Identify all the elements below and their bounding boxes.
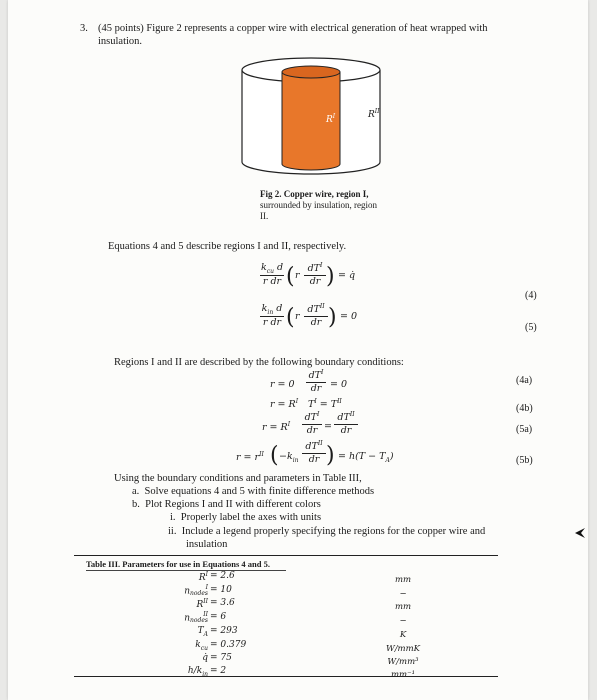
table-title: Table III. Parameters for use in Equations 4 and 5. bbox=[86, 559, 270, 569]
instruction-b: b. Plot Regions I and II with different colors bbox=[132, 499, 321, 510]
bc-5a-number: (5a) bbox=[516, 424, 533, 435]
param-name: $h/k_{in}$ bbox=[187, 666, 208, 678]
question-text-line2: insulation. bbox=[98, 36, 143, 47]
param-name: n I nodes bbox=[184, 584, 208, 597]
document-page bbox=[8, 0, 588, 700]
param-name: n II nodes bbox=[184, 611, 208, 624]
region1-label: $R^I$ bbox=[326, 113, 336, 125]
param-value: = 3.6 bbox=[210, 598, 235, 608]
table-row bbox=[108, 640, 508, 653]
bc-4b: $r = R^I$ $T^I = T^{II}$ bbox=[270, 398, 342, 411]
bc-4b-number: (4b) bbox=[516, 403, 533, 414]
param-value: = 2 bbox=[210, 666, 227, 676]
param-value: = 10 bbox=[210, 585, 232, 595]
table-row bbox=[108, 571, 508, 584]
param-value: = 75 bbox=[210, 653, 232, 663]
equation-5: $k_{in}$ d r dr ( r $dT^{II}$ dr ) = 0 bbox=[261, 303, 358, 330]
param-value: = 6 bbox=[210, 612, 227, 622]
copper-wire-top bbox=[282, 66, 340, 78]
param-unit: mm bbox=[394, 575, 412, 585]
table-row bbox=[108, 598, 508, 611]
param-unit: W/mm³ bbox=[387, 657, 419, 667]
equation-5-number: (5) bbox=[525, 322, 537, 333]
table-row bbox=[108, 612, 508, 625]
bc-5a: $r = R^I$ $dT^I$ dr = $dT^{II}$ dr bbox=[262, 411, 382, 439]
table-row bbox=[108, 653, 508, 666]
table-row bbox=[108, 585, 508, 598]
region2-label: $R^{II}$ bbox=[368, 108, 380, 120]
instruction-b-i: i. Properly label the axes with units bbox=[170, 512, 322, 523]
bc-5b-number: (5b) bbox=[516, 455, 533, 466]
equation-4: $k_{cu}$ d r dr ( r $dT^I$ dr ) = q̇ bbox=[260, 262, 356, 289]
question-number: 3. bbox=[80, 23, 88, 34]
param-name: $R^I$ bbox=[198, 571, 208, 583]
param-name: q̇ bbox=[202, 653, 208, 663]
equation-4-number: (4) bbox=[525, 290, 537, 301]
bc-intro: Regions I and II are described by the following boundary conditions: bbox=[114, 357, 404, 368]
equations-intro: Equations 4 and 5 describe regions I and II, respectively. bbox=[108, 241, 347, 252]
param-unit: − bbox=[399, 616, 407, 626]
param-name: $T_A$ bbox=[197, 626, 208, 638]
param-unit: mm⁻¹ bbox=[390, 670, 415, 680]
figure-caption: Fig 2. Copper wire, region I, surrounded by insulation, region II. bbox=[260, 189, 377, 221]
param-value: = 0.379 bbox=[210, 640, 247, 650]
param-unit: − bbox=[399, 589, 407, 599]
param-unit: K bbox=[399, 630, 407, 640]
bc-4a-number: (4a) bbox=[516, 375, 533, 386]
param-name: $k_{cu}$ bbox=[195, 640, 208, 652]
param-value: = 2.6 bbox=[210, 571, 235, 581]
table-bottom-rule bbox=[74, 676, 498, 677]
bc-4a: r = 0 $dT^I$ dr = 0 bbox=[270, 369, 348, 394]
instructions-intro: Using the boundary conditions and parameters in Table III, bbox=[114, 473, 362, 484]
instruction-b-ii: ii. Include a legend properly specifying the regions for the copper wire and bbox=[168, 526, 486, 537]
cursor-icon bbox=[574, 527, 586, 539]
instruction-a: a. Solve equations 4 and 5 with finite difference methods bbox=[132, 486, 375, 497]
table-row bbox=[108, 666, 508, 679]
table-row bbox=[108, 626, 508, 639]
param-value: = 293 bbox=[210, 626, 238, 636]
instruction-b-ii-cont: insulation bbox=[186, 539, 228, 550]
table-top-rule bbox=[74, 555, 498, 556]
question-text-line1: (45 points) Figure 2 represents a copper wire with electrical generation of heat wrapped with bbox=[98, 23, 488, 34]
bc-5b: $r = r^{II}$ ( $-k_{in}$ $dT^{II}$ dr ) = $h(T - T_A)$ bbox=[236, 440, 394, 468]
param-unit: mm bbox=[394, 602, 412, 612]
param-name: $R^{II}$ bbox=[196, 598, 208, 610]
param-unit: W/mmK bbox=[385, 644, 421, 654]
cylinder-figure bbox=[236, 52, 386, 184]
